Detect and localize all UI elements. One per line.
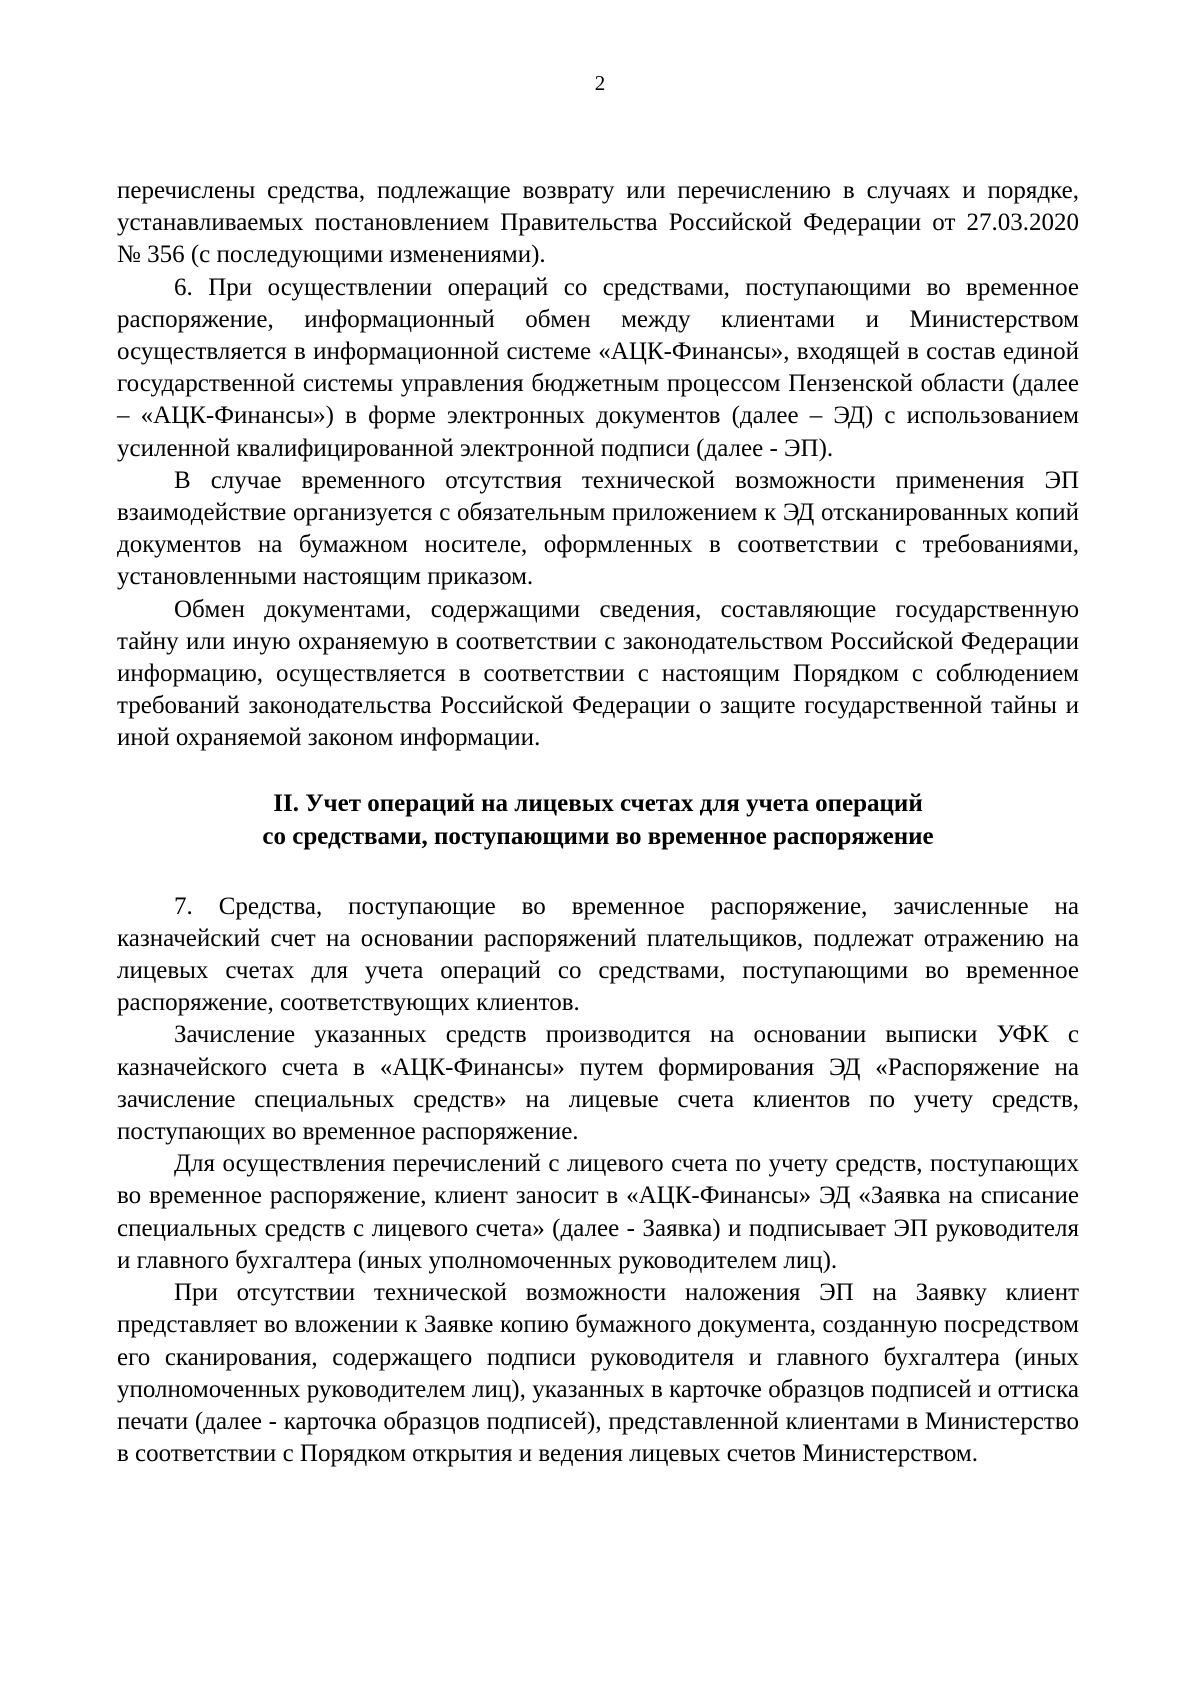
paragraph-continuation: перечислены средства, подлежащие возврату или перечислению в случаях и порядке, устанавливаемых постановлением Правительства Российской Федерации от 27.03.2020 № 356 (с последующими изменениями). [117,177,1079,269]
document-body [117,175,1079,1470]
paragraph-transfers: Для осуществления перечислений с лицевого счета по учету средств, поступающих во временное распоряжение, клиент заносит в «АЦК-Финансы» ЭД «Заявка на списание специальных средств с лицевого счета» (далее - Заявка) и подписывает ЭП руководителя и главного бухгалтера (иных уполномоченных руководителем лиц). [117,1150,1079,1274]
paragraph-ep-absence: В случае временного отсутствия технической возможности применения ЭП взаимодействие организуется с обязательным приложением к ЭД отсканированных копий документов на бумажном носителе, оформленных в соответствии с требованиями, установленными настоящим приказом. [117,466,1079,591]
paragraph-state-secret: Обмен документами, содержащими сведения, составляющие государственную тайну или иную охраняемую в соответствии с законодательством Российской Федерации информацию, осуществляется в соответствии с настоящим Порядком с соблюдением требований законодательства Российской Федерации о защите государственной тайны и иной охраняемой законом информации. [117,595,1079,752]
paragraph-item-6: 6. При осуществлении операций со средствами, поступающими во временное распоряжение, информационный обмен между клиентами и Министерством осуществляется в информационной системе «АЦК-Финансы», входящей в состав единой государственной системы управления бюджетным процессом Пензенской области (далее – «АЦК-Финансы») в форме электронных документов (далее – ЭД) с использованием усиленной квалифицированной электронной подписи (далее - ЭП). [117,273,1079,462]
paragraph-scanned-copy: При отсутствии технической возможности наложения ЭП на Заявку клиент представляет во вложении к Заявке копию бумажного документа, созданную посредством его сканирования, содержащего подписи руководителя и главного бухгалтера (иных уполномоченных руководителем лиц), указанных в карточке образцов подписей и оттиска печати (далее - карточка образцов подписей), представленной клиентами в Министерство в соответствии с Порядком открытия и ведения лицевых счетов Министерством. [117,1279,1079,1468]
paragraph-crediting: Зачисление указанных средств производится на основании выписки УФК с казначейского счета в «АЦК-Финансы» путем формирования ЭД «Распоряжение на зачисление специальных средств» на лицевые счета клиентов по учету средств, поступающих во временное распоряжение. [117,1021,1079,1146]
section-heading-line-2: со средствами, поступающими во временное распоряжение [262,822,934,850]
section-heading-line-1: II. Учет операций на лицевых счетах для учета операций [273,789,923,817]
paragraph-item-7: 7. Средства, поступающие во временное распоряжение, зачисленные на казначейский счет на основании распоряжений плательщиков, подлежат отражению на лицевых счетах для учета операций со средствами, поступающими во временное распоряжение, соответствующих клиентов. [117,892,1079,1017]
section-heading [117,787,1079,853]
page-number: 2 [594,71,606,95]
